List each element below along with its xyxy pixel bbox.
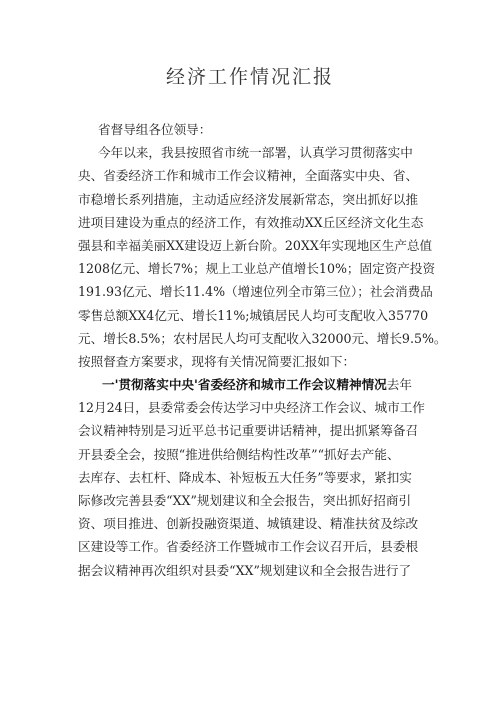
paragraph-line: 开县委全会，按照“推进供给侧结构性改革”“抓好去产能、 (78, 446, 400, 462)
document-body (78, 118, 447, 582)
section-1-heading-line (78, 373, 426, 396)
paragraph-line: 资、项目推进、创新投融资渠道、城镇建设、精准扶贫及综改 (78, 516, 419, 532)
section-1-heading-tail: 去年 (386, 377, 412, 393)
paragraph-line: 央、省委经济工作和城市工作会议精神，全面落实中央、省、 (78, 168, 419, 184)
paragraph-line: 今年以来，我县按照省市统一部署，认真学习贯彻落实中 (98, 145, 413, 161)
paragraph-line: 12月24日，县委常委会传达学习中央经济工作会议、城市工作 (78, 400, 425, 416)
paragraph-line: 零售总额XX4亿元、增长11%;城镇居民人均可支配收入35770 (78, 307, 429, 323)
paragraph-line: 会议精神特别是习近平总书记重要讲话精神，提出抓紧筹备召 (78, 423, 419, 439)
paragraph-line: 区建设等工作。省委经济工作暨城市工作会议召开后，县委根 (78, 539, 419, 555)
paragraph-line: 市稳增长系列措施，主动适应经济发展新常态，突出抓好以推 (78, 191, 419, 207)
section-1 (78, 373, 426, 582)
paragraph-line: 据会议精神再次组织对县委“XX”规划建议和全会报告进行了 (78, 562, 412, 578)
paragraph-line: 强县和幸福美丽XX建设迈上新台阶。20XX年实现地区生产总值 (78, 237, 433, 253)
section-1-heading: 一'贯彻落实中央'省委经济和城市工作会议精神情况 (102, 377, 387, 393)
paragraph-line: 按照督查方案要求，现将有关情况简要汇报如下： (78, 353, 356, 369)
paragraph-line: 去库存、去杠杆、降成本、补短板五大任务”等要求，紧扣实 (78, 469, 412, 485)
document-title: 经济工作情况汇报 (165, 66, 334, 88)
paragraph-line: 进项目建设为重点的经济工作，有效推动XX丘区经济文化生态 (78, 214, 424, 230)
paragraph-line: 际修改完善县委“XX”规划建议和全会报告，突出抓好招商引 (78, 493, 412, 508)
paragraph-intro (78, 141, 447, 373)
salutation: 省督导组各位领导： (98, 122, 212, 137)
paragraph-line: 1208亿元、增长7%；规上工业总产值增长10%；固定资产投资 (78, 261, 436, 277)
paragraph-line: 191.93亿元、增长11.4%（增速位列全市第三位）；社会消费品 (78, 284, 433, 300)
paragraph-line: 元、增长8.5%；农村居民人均可支配收入32000元、增长9.5%。 (78, 330, 447, 346)
